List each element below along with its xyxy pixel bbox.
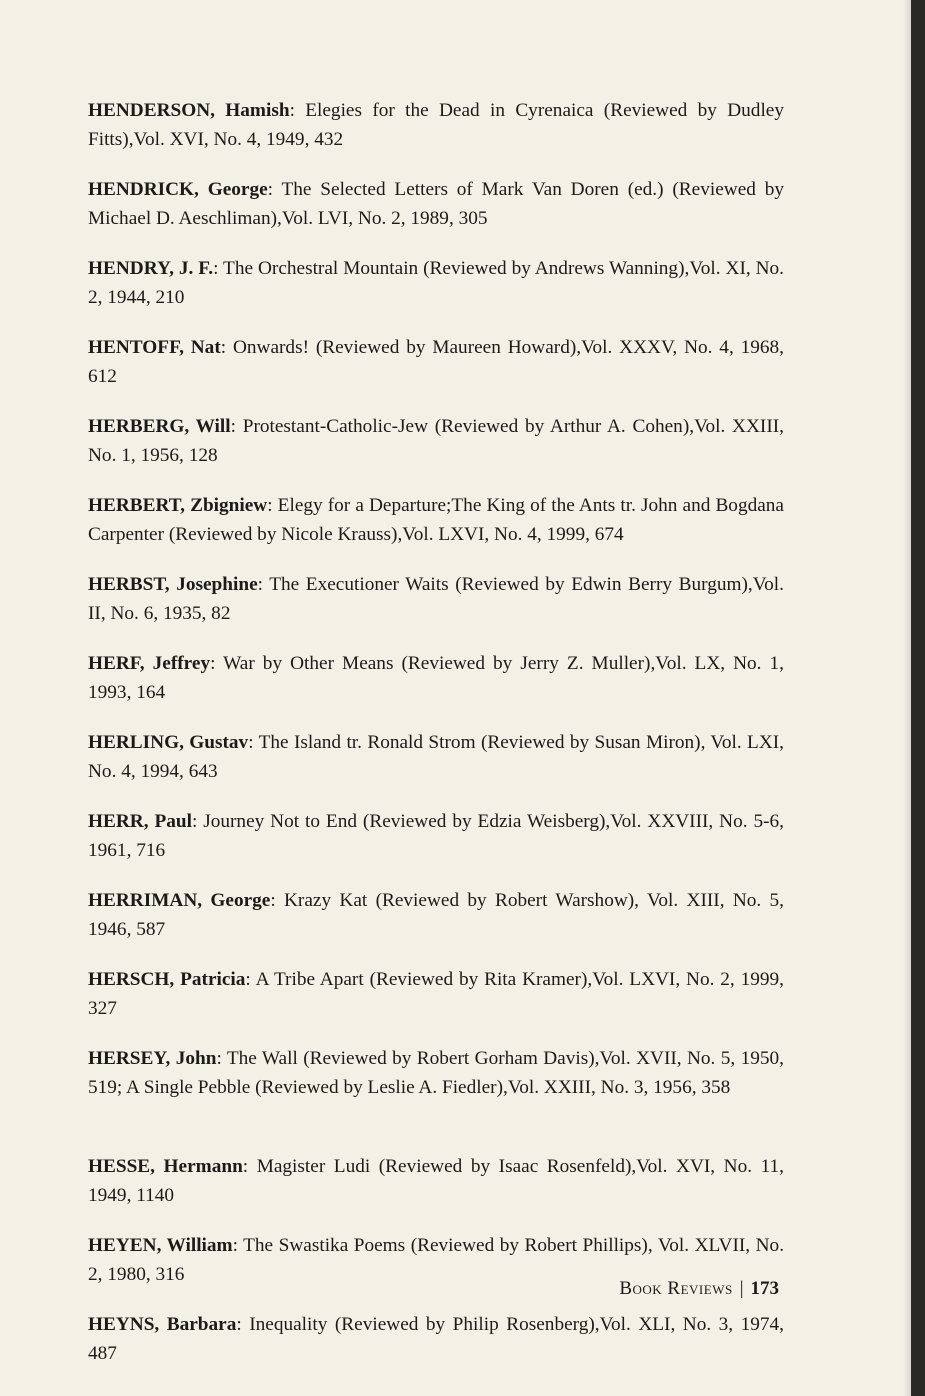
author-name: HERBERG, Will <box>88 416 231 437</box>
footer-separator: | <box>739 1278 744 1299</box>
author-name: HERRIMAN, George <box>88 890 271 911</box>
entry-details: : The Orchestral Mountain (Reviewed by Andrews Wanning),Vol. XI, No. 2, 1944, 210 <box>88 258 784 308</box>
entry-details: : Inequality (Reviewed by Philip Rosenberg),Vol. XLI, No. 3, 1974, 487 <box>88 1314 784 1364</box>
entry-details: : Journey Not to End (Reviewed by Edzia Weisberg),Vol. XXVIII, No. 5-6, 1961, 716 <box>88 811 784 861</box>
entry-details: : The Island tr. Ronald Strom (Reviewed by Susan Miron), Vol. LXI, No. 4, 1994, 643 <box>88 732 784 782</box>
index-entry <box>88 333 784 391</box>
index-entry <box>88 96 784 154</box>
author-name: HENTOFF, Nat <box>88 337 221 358</box>
page-number: 173 <box>750 1278 779 1299</box>
author-name: HERR, Paul <box>88 811 192 832</box>
section-title: Book Reviews <box>619 1278 733 1299</box>
entry-details: : Krazy Kat (Reviewed by Robert Warshow), Vol. XIII, No. 5, 1946, 587 <box>88 890 784 940</box>
index-entry <box>88 254 784 312</box>
index-entry <box>88 1044 784 1131</box>
entry-details: : War by Other Means (Reviewed by Jerry Z. Muller),Vol. LX, No. 1, 1993, 164 <box>88 653 784 703</box>
index-entry <box>88 175 784 233</box>
entry-details: : Protestant-Catholic-Jew (Reviewed by Arthur A. Cohen),Vol. XXIII, No. 1, 1956, 128 <box>88 416 784 466</box>
author-name: HERF, Jeffrey <box>88 653 211 674</box>
page-edge <box>911 0 925 1396</box>
page-footer <box>619 1277 779 1301</box>
index-entry <box>88 886 784 944</box>
author-name: HERBERT, Zbigniew <box>88 495 268 516</box>
author-name: HERBST, Josephine <box>88 574 258 595</box>
entry-details: : Elegies for the Dead in Cyrenaica (Reviewed by Dudley Fitts),Vol. XVI, No. 4, 1949, 432 <box>88 100 784 150</box>
index-entry <box>88 728 784 786</box>
entry-details: : Onwards! (Reviewed by Maureen Howard),Vol. XXXV, No. 4, 1968, 612 <box>88 337 784 387</box>
entry-details: : Elegy for a Departure;The King of the Ants tr. John and Bogdana Carpenter (Reviewed by Nicole Krauss),Vol. LXVI, No. 4, 1999, 674 <box>88 495 784 545</box>
entry-details: : The Wall (Reviewed by Robert Gorham Davis),Vol. XVII, No. 5, 1950, 519; A Single Pebble (Reviewed by Leslie A. Fiedler),Vol. XXIII, No. 3, 1956, 358 <box>88 1048 784 1098</box>
index-entry <box>88 1310 784 1368</box>
author-name: HENDRY, J. F. <box>88 258 214 279</box>
entry-details: : A Tribe Apart (Reviewed by Rita Kramer),Vol. LXVI, No. 2, 1999, 327 <box>88 969 784 1019</box>
entry-details: : The Executioner Waits (Reviewed by Edwin Berry Burgum),Vol. II, No. 6, 1935, 82 <box>88 574 784 624</box>
index-entry <box>88 807 784 865</box>
author-name: HENDRICK, George <box>88 179 268 200</box>
author-name: HESSE, Hermann <box>88 1156 243 1177</box>
index-entry <box>88 965 784 1023</box>
index-entry <box>88 570 784 628</box>
author-name: HENDERSON, Hamish <box>88 100 290 121</box>
entry-details: : Magister Ludi (Reviewed by Isaac Rosenfeld),Vol. XVI, No. 11, 1949, 1140 <box>88 1156 784 1206</box>
index-entry <box>88 412 784 470</box>
author-name: HERSEY, John <box>88 1048 217 1069</box>
author-name: HERSCH, Patricia <box>88 969 246 990</box>
index-entry <box>88 491 784 549</box>
index-entry <box>88 649 784 707</box>
page-edge-shadow <box>903 0 911 1396</box>
index-entry <box>88 1152 784 1210</box>
author-name: HERLING, Gustav <box>88 732 249 753</box>
entry-details: : The Selected Letters of Mark Van Doren (ed.) (Reviewed by Michael D. Aeschliman),Vol. LVI, No. 2, 1989, 305 <box>88 179 784 229</box>
author-name: HEYEN, William <box>88 1235 233 1256</box>
author-name: HEYNS, Barbara <box>88 1314 237 1335</box>
entry-details: : The Swastika Poems (Reviewed by Robert Phillips), Vol. XLVII, No. 2, 1980, 316 <box>88 1235 784 1285</box>
book-review-index-list <box>88 96 784 1389</box>
